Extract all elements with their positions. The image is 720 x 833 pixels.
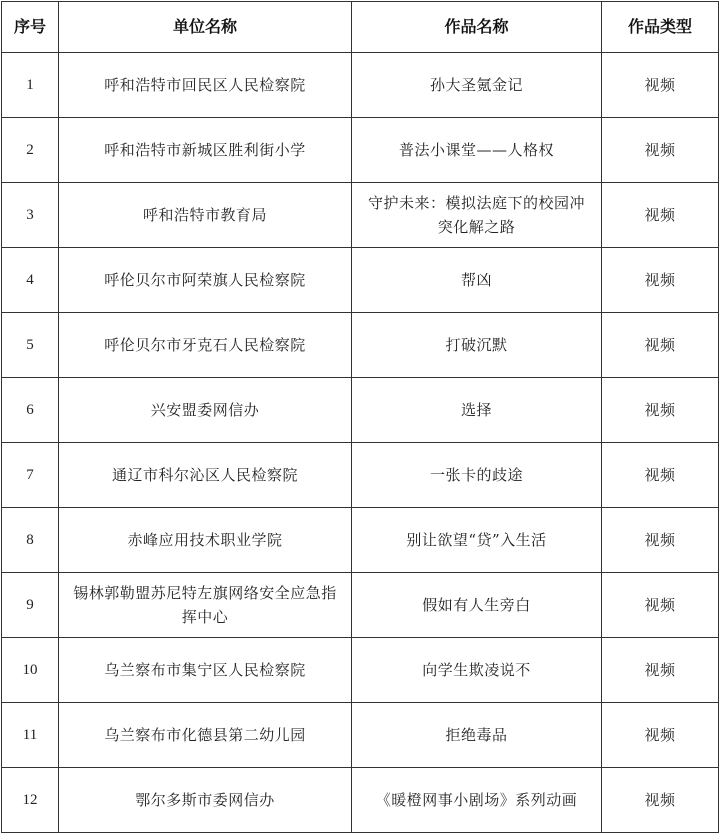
cell-work-name: 打破沉默 (352, 313, 602, 378)
table-row (2, 378, 719, 443)
cell-unit-name: 呼和浩特市新城区胜利街小学 (59, 118, 352, 183)
header-unit-name: 单位名称 (59, 2, 352, 53)
cell-seq: 1 (2, 53, 59, 118)
cell-work-type: 视频 (602, 378, 719, 443)
table-header (2, 2, 719, 53)
header-seq: 序号 (2, 2, 59, 53)
cell-work-name: 孙大圣氪金记 (352, 53, 602, 118)
cell-unit-name: 通辽市科尔沁区人民检察院 (59, 443, 352, 508)
cell-work-type: 视频 (602, 53, 719, 118)
cell-work-type: 视频 (602, 183, 719, 248)
header-work-type: 作品类型 (602, 2, 719, 53)
cell-seq: 4 (2, 248, 59, 313)
table-row (2, 638, 719, 703)
table-row (2, 53, 719, 118)
table-row (2, 508, 719, 573)
cell-unit-name: 呼和浩特市回民区人民检察院 (59, 53, 352, 118)
cell-unit-name: 乌兰察布市化德县第二幼儿园 (59, 703, 352, 768)
cell-seq: 3 (2, 183, 59, 248)
cell-unit-name: 鄂尔多斯市委网信办 (59, 768, 352, 833)
cell-work-name: 向学生欺凌说不 (352, 638, 602, 703)
header-work-name: 作品名称 (352, 2, 602, 53)
cell-unit-name: 呼伦贝尔市牙克石人民检察院 (59, 313, 352, 378)
cell-work-name: 别让欲望“贷”入生活 (352, 508, 602, 573)
table-row (2, 248, 719, 313)
table-row (2, 703, 719, 768)
cell-seq: 8 (2, 508, 59, 573)
cell-work-name: 《暖橙网事小剧场》系列动画 (352, 768, 602, 833)
cell-seq: 6 (2, 378, 59, 443)
cell-work-name: 普法小课堂——人格权 (352, 118, 602, 183)
cell-seq: 12 (2, 768, 59, 833)
table-row (2, 573, 719, 638)
cell-unit-name: 呼和浩特市教育局 (59, 183, 352, 248)
cell-work-type: 视频 (602, 638, 719, 703)
cell-unit-name: 呼伦贝尔市阿荣旗人民检察院 (59, 248, 352, 313)
cell-unit-name: 赤峰应用技术职业学院 (59, 508, 352, 573)
table-body (2, 53, 719, 833)
table-row (2, 768, 719, 833)
table-row (2, 443, 719, 508)
cell-work-name: 帮凶 (352, 248, 602, 313)
cell-work-type: 视频 (602, 248, 719, 313)
cell-unit-name: 锡林郭勒盟苏尼特左旗网络安全应急指挥中心 (59, 573, 352, 638)
cell-work-name: 假如有人生旁白 (352, 573, 602, 638)
cell-work-name: 拒绝毒品 (352, 703, 602, 768)
cell-work-type: 视频 (602, 508, 719, 573)
cell-unit-name: 乌兰察布市集宁区人民检察院 (59, 638, 352, 703)
cell-unit-name: 兴安盟委网信办 (59, 378, 352, 443)
cell-work-name: 一张卡的歧途 (352, 443, 602, 508)
cell-work-type: 视频 (602, 573, 719, 638)
cell-work-name: 守护未来：模拟法庭下的校园冲突化解之路 (352, 183, 602, 248)
cell-work-name: 选择 (352, 378, 602, 443)
cell-work-type: 视频 (602, 118, 719, 183)
header-row (2, 2, 719, 53)
table-row (2, 118, 719, 183)
cell-seq: 10 (2, 638, 59, 703)
cell-seq: 11 (2, 703, 59, 768)
table-row (2, 313, 719, 378)
cell-work-type: 视频 (602, 768, 719, 833)
table-row (2, 183, 719, 248)
cell-seq: 9 (2, 573, 59, 638)
cell-work-type: 视频 (602, 443, 719, 508)
cell-work-type: 视频 (602, 313, 719, 378)
cell-seq: 7 (2, 443, 59, 508)
cell-seq: 2 (2, 118, 59, 183)
cell-seq: 5 (2, 313, 59, 378)
works-table (1, 1, 719, 833)
cell-work-type: 视频 (602, 703, 719, 768)
